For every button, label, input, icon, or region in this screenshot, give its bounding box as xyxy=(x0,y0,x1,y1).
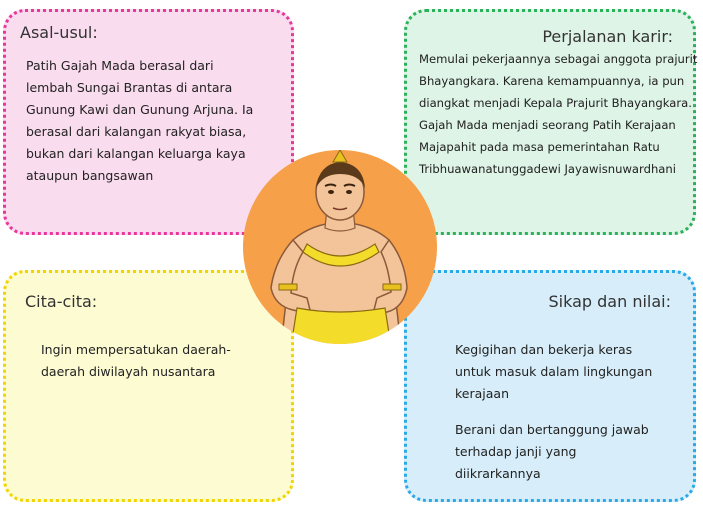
perjalanan-karir-title: Perjalanan karir: xyxy=(542,27,673,46)
asal-usul-title: Asal-usul: xyxy=(20,23,98,42)
sikap-nilai-text-2: Berani dan bertanggung jawab terhadap janji yang diikrarkannya xyxy=(455,422,649,481)
perjalanan-karir-text: Memulai pekerjaannya sebagai anggota prajurit Bhayangkara. Karena kemampuannya, ia pun diangkat menjadi Kepala Prajurit Bhayangkara. Gajah Mada menjadi seorang Patih Kerajaan Majapahit pada masa pemerintahan Ratu Tribhuawanatunggadewi Jayawisnuwardhani xyxy=(419,52,698,176)
gajah-mada-portrait xyxy=(241,148,439,346)
cita-cita-title: Cita-cita: xyxy=(25,292,98,311)
cita-cita-text: Ingin mempersatukan daerah-daerah diwilayah nusantara xyxy=(41,342,231,379)
sikap-nilai-text-1: Kegigihan dan bekerja keras untuk masuk dalam lingkungan kerajaan xyxy=(455,342,653,401)
sikap-nilai-title: Sikap dan nilai: xyxy=(548,292,671,311)
asal-usul-text: Patih Gajah Mada berasal dari lembah Sungai Brantas di antara Gunung Kawi dan Gunung Arjuna. Ia berasal dari kalangan rakyat biasa, bukan dari kalangan keluarga kaya ataupun bangsawan xyxy=(26,58,254,183)
